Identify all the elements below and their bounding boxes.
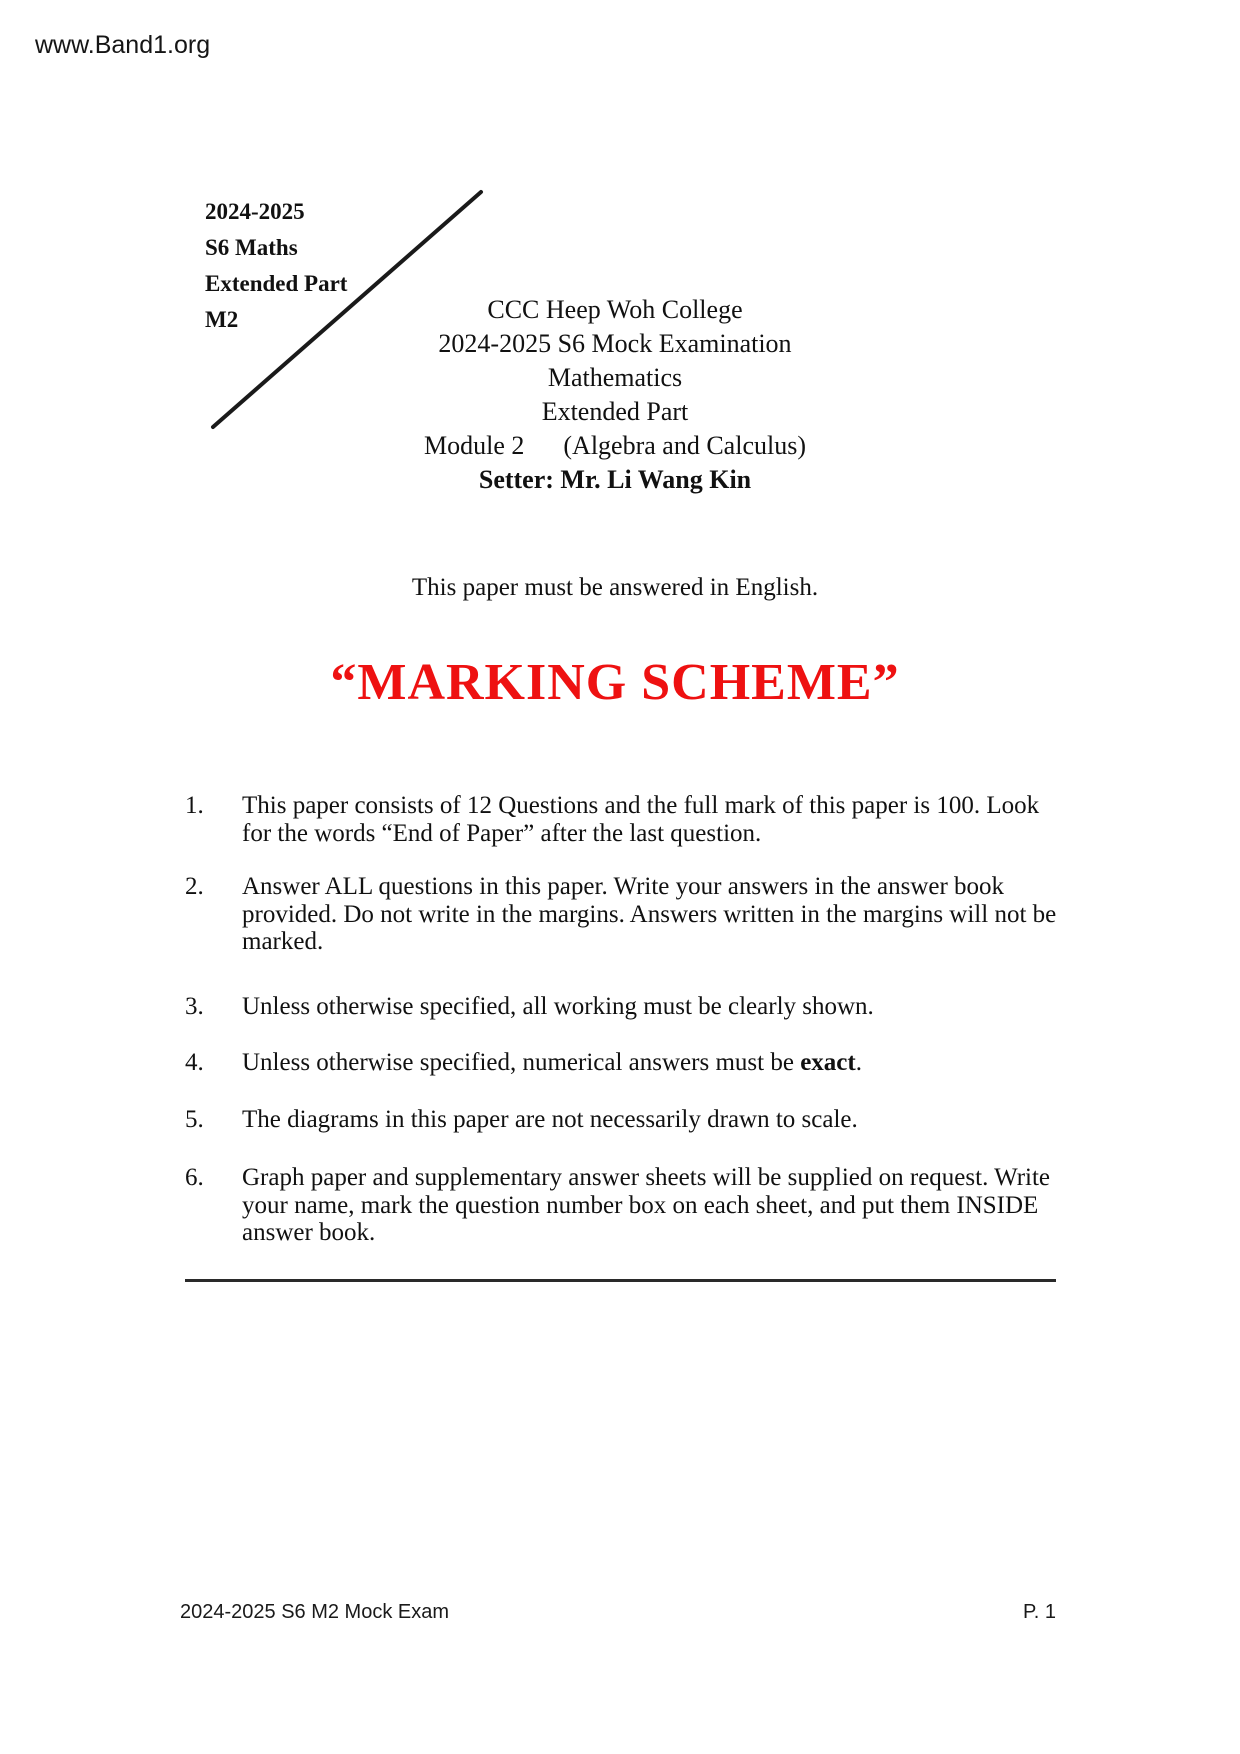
instruction-item <box>185 993 1065 1021</box>
exam-title-line: Module 2 (Algebra and Calculus) <box>424 431 806 460</box>
instruction-line: marked. <box>242 928 324 955</box>
exam-title-line: Extended Part <box>541 397 689 426</box>
exam-meta-line: S6 Maths <box>205 235 298 260</box>
instruction-line: Unless otherwise specified, numerical answers must be exact. <box>242 1049 862 1076</box>
exam-meta-line: M2 <box>205 307 239 332</box>
instruction-text <box>242 873 1065 956</box>
instruction-text <box>242 993 1065 1021</box>
instruction-number: 4. <box>185 1049 204 1076</box>
instruction-number: 1. <box>185 792 204 819</box>
instruction-text <box>242 1106 1065 1134</box>
instruction-text <box>242 1164 1065 1247</box>
instruction-item <box>185 873 1065 956</box>
instruction-line: answer book. <box>242 1219 376 1246</box>
exam-title-line: Setter: Mr. Li Wang Kin <box>478 465 752 494</box>
instruction-number: 3. <box>185 993 204 1020</box>
instruction-number: 6. <box>185 1164 204 1191</box>
exam-title-block <box>170 293 1060 497</box>
instruction-line: The diagrams in this paper are not necessarily drawn to scale. <box>242 1106 858 1133</box>
instruction-number: 2. <box>185 873 204 900</box>
instruction-line: This paper consists of 12 Questions and the full mark of this paper is 100. Look <box>242 792 1040 819</box>
divider-rule <box>185 1279 1056 1282</box>
instruction-line: Unless otherwise specified, all working must be clearly shown. <box>242 993 874 1020</box>
exam-title-line: 2024-2025 S6 Mock Examination <box>438 329 792 358</box>
english-notice: This paper must be answered in English. <box>411 574 819 601</box>
site-url: www.Band1.org <box>35 31 211 59</box>
instruction-line: Answer ALL questions in this paper. Write your answers in the answer book <box>242 873 1005 900</box>
instruction-item <box>185 1106 1065 1134</box>
instruction-item <box>185 792 1065 847</box>
footer-page-number: P. 1 <box>1023 1601 1056 1623</box>
exam-title-line: Mathematics <box>547 363 683 392</box>
exam-meta-line: Extended Part <box>205 271 348 296</box>
marking-scheme-title: “MARKING SCHEME” <box>330 654 900 711</box>
instruction-line: provided. Do not write in the margins. Answers written in the margins will not be <box>242 900 1057 928</box>
instruction-item <box>185 1049 1065 1077</box>
exam-title-line: CCC Heep Woh College <box>487 295 743 324</box>
instruction-text <box>242 792 1065 847</box>
instruction-item <box>185 1164 1065 1247</box>
instruction-line: your name, mark the question number box on each sheet, and put them INSIDE <box>242 1191 1039 1219</box>
footer-doc-label: 2024-2025 S6 M2 Mock Exam <box>180 1601 450 1623</box>
instruction-line: Graph paper and supplementary answer sheets will be supplied on request. Write <box>242 1164 1051 1191</box>
instruction-line: for the words “End of Paper” after the last question. <box>242 819 762 847</box>
exam-meta-line: 2024-2025 <box>205 199 305 224</box>
instruction-text <box>242 1049 1065 1077</box>
instruction-number: 5. <box>185 1106 204 1133</box>
